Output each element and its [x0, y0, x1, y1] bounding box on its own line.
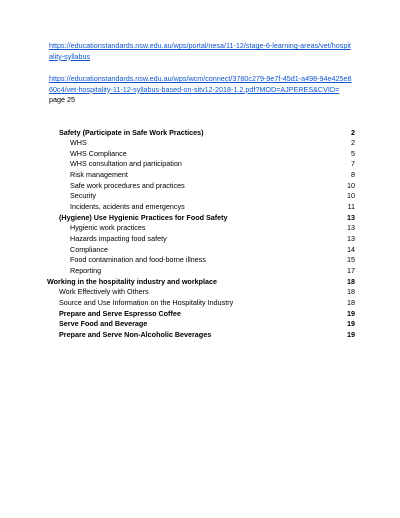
toc-entry[interactable] — [70, 223, 355, 234]
toc-entry-title: Prepare and Serve Espresso Coffee — [59, 308, 181, 318]
toc-entry-page: 19 — [347, 329, 355, 339]
toc-entry[interactable] — [59, 287, 355, 298]
toc-entry[interactable] — [70, 255, 355, 266]
toc-entry[interactable] — [59, 330, 355, 341]
toc-entry-page: 2 — [351, 138, 355, 148]
link-line: 60c4/vet-hospitality-11-12-syllabus-based-on-sitv12-2018-1.2.pdf?MOD=AJPERES&CVID= — [49, 84, 340, 94]
toc-entry-title: Food contamination and food-borne illness — [70, 255, 206, 265]
page-reference: page 25 — [49, 95, 75, 104]
toc-entry[interactable] — [59, 309, 355, 320]
toc-entry-title: Risk management — [70, 170, 128, 180]
toc-entry[interactable] — [70, 170, 355, 181]
toc-entry-title: WHS — [70, 138, 87, 148]
toc-entry-page: 13 — [347, 234, 355, 243]
toc-entry-title: Security — [70, 191, 96, 201]
link-line: https://educationstandards.nsw.edu.au/wps/wcm/connect/3780c279-9e7f-45d1-a498-94e425e8 — [49, 74, 352, 83]
toc-entry-page: 13 — [347, 223, 355, 233]
toc-entry-page: 13 — [347, 212, 355, 222]
toc-entry-page: 19 — [347, 308, 355, 318]
toc-entry[interactable] — [70, 181, 355, 192]
toc-entry-title: Source and Use Information on the Hospitality Industry — [59, 297, 234, 307]
toc-entry-page: 18 — [347, 297, 355, 307]
toc-entry-title: (Hygiene) Use Hygienic Practices for Food Safety — [59, 212, 228, 222]
toc-entry-page: 19 — [347, 319, 355, 329]
toc-entry-title: Safety (Participate in Safe Work Practices) — [59, 127, 204, 137]
toc-entry-title: Incidents, acidents and emergencys — [70, 202, 185, 212]
syllabus-pdf-link[interactable] — [49, 74, 359, 95]
toc-entry[interactable] — [70, 245, 355, 256]
toc-entry-page: 10 — [347, 191, 355, 201]
toc-entry-page: 8 — [351, 170, 355, 180]
toc-entry[interactable] — [70, 149, 355, 160]
toc-entry[interactable] — [70, 191, 355, 202]
toc-entry-page: 15 — [347, 255, 355, 265]
toc-entry-page: 10 — [347, 180, 355, 190]
toc-entry-title: Hazards impacting food safety — [70, 234, 167, 243]
toc-entry-title: Reporting — [70, 265, 102, 275]
toc-entry-title: WHS consultation and participation — [70, 159, 182, 169]
toc-entry[interactable] — [47, 277, 355, 288]
toc-entry[interactable] — [70, 234, 355, 245]
toc-entry[interactable] — [70, 266, 355, 277]
toc-entry-page: 7 — [351, 159, 355, 169]
toc-entry-page: 18 — [347, 276, 355, 286]
hospitality-syllabus-link[interactable] — [49, 41, 359, 62]
toc-entry-title: Hygienic work practices — [70, 223, 146, 233]
toc-entry[interactable] — [70, 202, 355, 213]
toc-entry[interactable] — [70, 159, 355, 170]
toc-entry[interactable] — [59, 213, 355, 224]
toc-entry-title: Safe work procedures and practices — [70, 180, 185, 190]
toc-entry-title: Working in the hospitality industry and workplace — [47, 276, 217, 286]
toc-entry[interactable] — [59, 128, 355, 139]
toc-entry-title: Compliance — [70, 244, 108, 254]
toc-entry-page: 2 — [351, 127, 355, 137]
toc-entry-title: Work Effectively with Others — [59, 287, 149, 297]
link-line: ality-syllabus — [49, 51, 91, 61]
toc-entry[interactable] — [70, 138, 355, 149]
toc-entry-title: WHS Compliance — [70, 148, 127, 158]
toc-entry-title: Prepare and Serve Non-Alcoholic Beverages — [59, 329, 212, 339]
toc-entry-page: 14 — [347, 244, 355, 254]
toc-entry-page: 5 — [351, 148, 355, 158]
link-line: https://educationstandards.nsw.edu.au/wps/portal/nesa/11-12/stage-6-learning-areas/vet/hospit — [49, 41, 351, 50]
toc-entry-page: 17 — [347, 265, 355, 275]
toc-entry[interactable] — [59, 319, 355, 330]
toc-entry-page: 18 — [347, 287, 355, 297]
toc-entry[interactable] — [59, 298, 355, 309]
toc-entry-page: 11 — [347, 202, 355, 212]
toc-entry-title: Serve Food and Beverage — [59, 319, 148, 329]
